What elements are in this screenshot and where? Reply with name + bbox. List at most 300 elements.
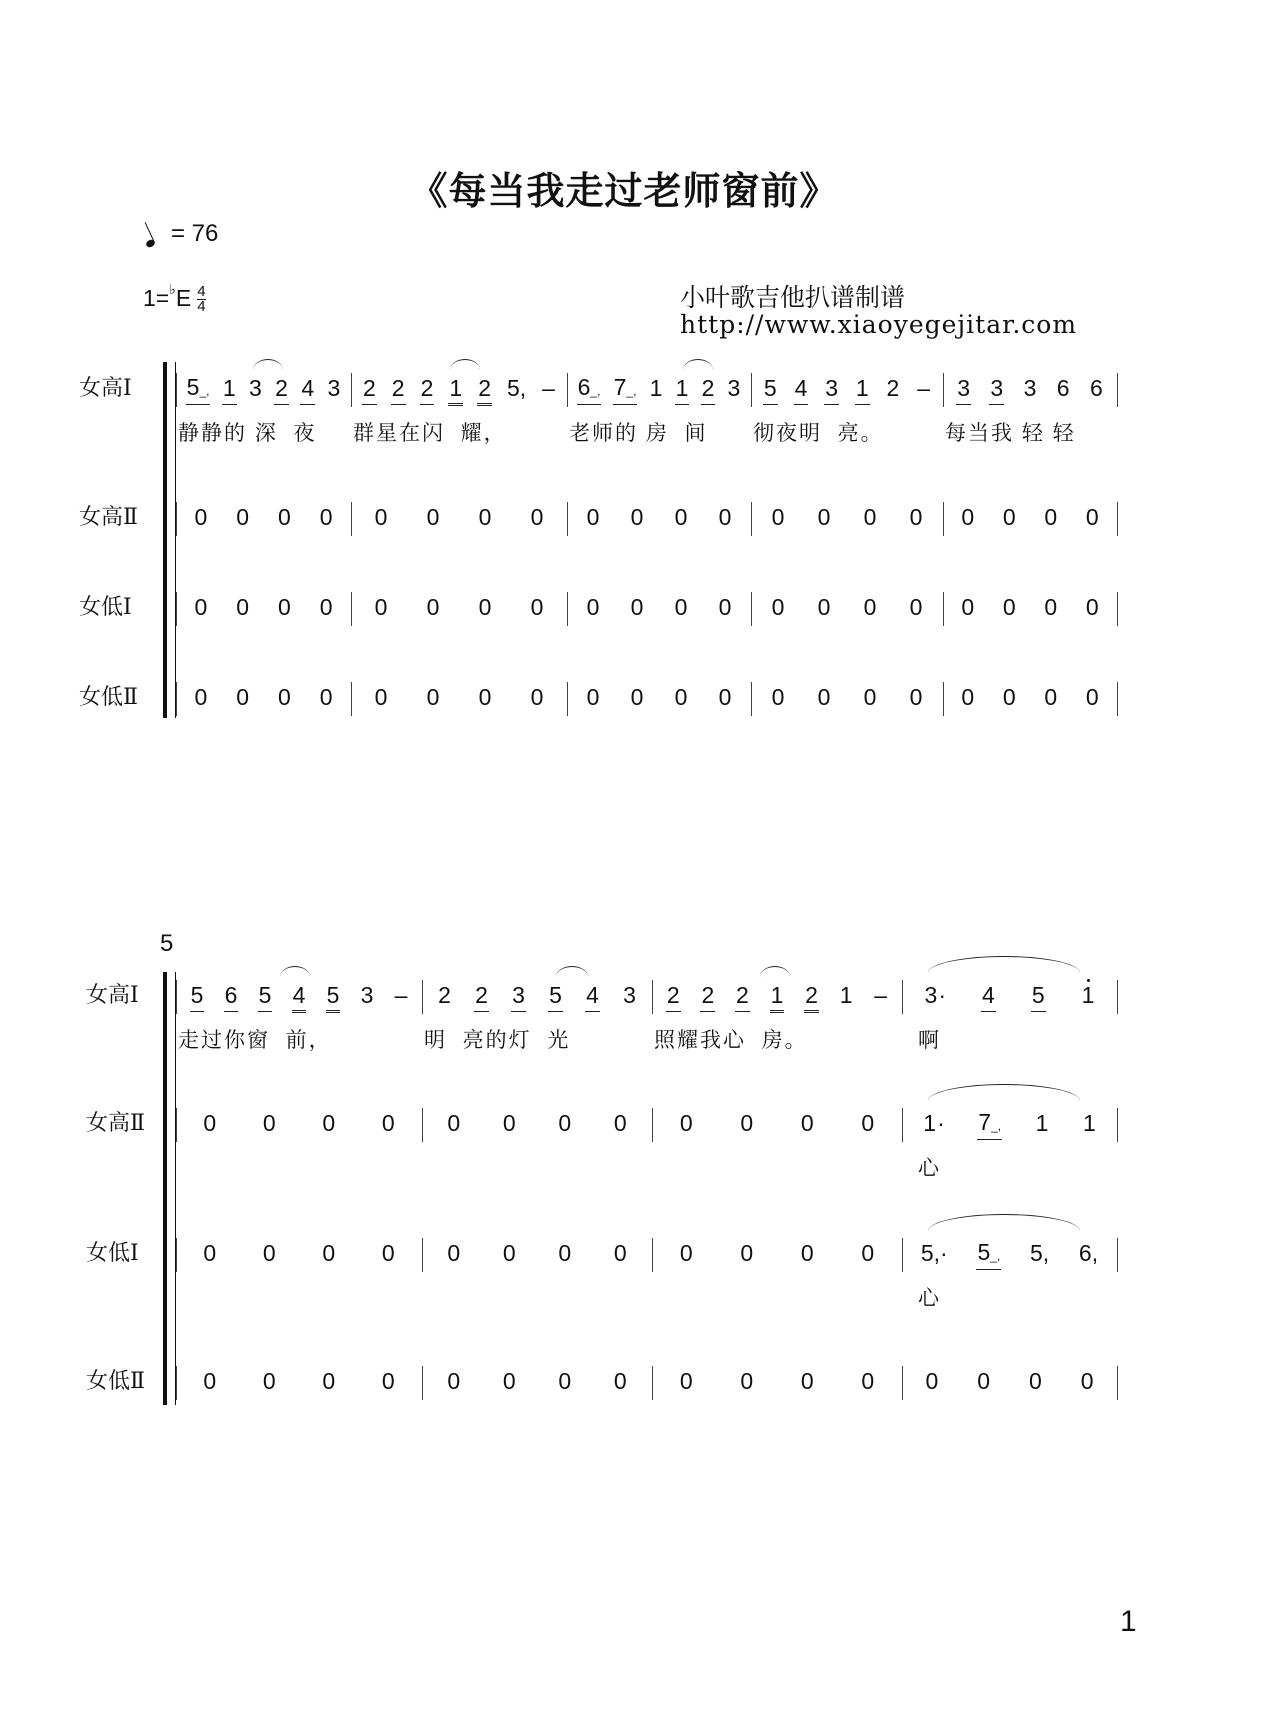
note [860, 1240, 875, 1267]
note-digit: 0 [322, 1368, 336, 1394]
barline [943, 682, 944, 716]
note-digit: 1 [1081, 982, 1095, 1008]
tempo-marking [146, 220, 218, 248]
note: 5_, [976, 1240, 1001, 1270]
page-number: 1 [1120, 1605, 1137, 1638]
measure [355, 594, 563, 621]
note-digit: 0 [319, 504, 333, 530]
note [326, 982, 341, 1013]
note-digit: 2 [438, 982, 451, 1008]
barline [902, 980, 903, 1014]
note-digit: 0 [771, 594, 785, 620]
measure [355, 375, 563, 406]
note-digit: 3 [727, 375, 741, 401]
note [426, 594, 441, 621]
time-top: 4 [197, 283, 206, 301]
note [557, 1368, 572, 1395]
note [981, 982, 996, 1012]
credit: 小叶歌吉他扒谱制谱 [680, 284, 906, 312]
measure [180, 1368, 418, 1395]
note-digit: 5 [763, 375, 778, 405]
measure [355, 504, 563, 531]
note [1028, 1368, 1043, 1395]
note [374, 504, 389, 531]
note [1002, 594, 1017, 621]
note-digit: 0 [586, 684, 600, 710]
note [262, 1110, 277, 1137]
note-digit: 5 [258, 982, 273, 1012]
note [360, 982, 375, 1009]
note [739, 1110, 754, 1137]
note-digit: 0 [478, 684, 492, 710]
note-digit: 0 [718, 594, 732, 620]
note [863, 684, 878, 711]
note-digit: 0 [1085, 594, 1099, 620]
measure [947, 594, 1113, 621]
key-signature [143, 281, 206, 316]
barline [1117, 1238, 1118, 1272]
note-digit: 2 [735, 982, 750, 1012]
note [585, 982, 600, 1012]
note-digit: 0 [1044, 684, 1058, 710]
note: 5, [1029, 1240, 1050, 1266]
measure [947, 684, 1113, 711]
measure [426, 1368, 648, 1395]
note [262, 1368, 277, 1395]
barline [176, 1366, 177, 1400]
note-digit: 6 [1056, 375, 1070, 401]
note [530, 684, 545, 711]
note [924, 1368, 939, 1395]
note-digit: 2 [274, 375, 289, 405]
note-digit: 0 [771, 684, 785, 710]
barline [176, 1108, 177, 1142]
barline [422, 980, 423, 1014]
note [530, 594, 545, 621]
note-digit: 0 [718, 504, 732, 530]
note [679, 1368, 694, 1395]
note-digit: – [542, 375, 555, 401]
source-url[interactable]: http://www.xiaoyegejitar.com [680, 310, 1078, 339]
note-digit: 0 [961, 504, 975, 530]
measure [426, 982, 648, 1012]
note-digit: 0 [236, 504, 250, 530]
note-digit: 0 [194, 504, 208, 530]
note-digit: 0 [861, 1240, 875, 1266]
barline [751, 502, 752, 536]
barline [943, 373, 944, 407]
note [235, 504, 250, 531]
part-label: 女高Ⅰ [79, 376, 132, 401]
note [381, 1368, 396, 1395]
note-digit: 0 [426, 504, 440, 530]
note [860, 1368, 875, 1395]
measure [571, 504, 747, 531]
note-digit: 0 [478, 594, 492, 620]
barline [1117, 373, 1118, 407]
note-digit: 0 [1044, 504, 1058, 530]
note [674, 684, 689, 711]
note-digit: 0 [817, 504, 831, 530]
note-digit: 4 [981, 982, 996, 1012]
note [960, 684, 975, 711]
note-digit: 0 [863, 684, 877, 710]
note [1023, 375, 1038, 402]
note-digit: 0 [800, 1368, 814, 1394]
measure [906, 1240, 1113, 1271]
barline [351, 592, 352, 626]
note-digit: 2 [886, 375, 900, 401]
note [622, 982, 637, 1009]
note [909, 504, 924, 531]
measure [180, 375, 347, 405]
barline [176, 373, 177, 407]
note-digit: 3 [924, 982, 938, 1008]
measure-number: 5 [160, 930, 174, 957]
note [541, 375, 556, 402]
note [630, 594, 645, 621]
note-digit: 0 [319, 594, 333, 620]
note [1056, 375, 1071, 402]
note: 7_, [977, 1110, 1002, 1140]
measure [656, 1110, 898, 1137]
note-digit: 3 [327, 375, 341, 401]
note [258, 982, 273, 1012]
note-digit: 0 [863, 504, 877, 530]
part-label: 女低Ⅰ [86, 1241, 139, 1266]
measure [180, 684, 347, 711]
barline [1117, 682, 1118, 716]
system-bracket [163, 972, 177, 1405]
note-digit: 3 [989, 375, 1004, 405]
note [448, 375, 463, 406]
note [478, 684, 493, 711]
note [1082, 1110, 1097, 1137]
part-label: 女低Ⅰ [79, 595, 132, 620]
note [394, 982, 409, 1009]
measure [180, 1240, 418, 1267]
note: 5_, [186, 375, 211, 405]
note [960, 594, 975, 621]
note-digit: 0 [740, 1240, 754, 1266]
system-bracket [163, 362, 177, 718]
note [771, 594, 786, 621]
barline [351, 373, 352, 407]
note-digit: 0 [322, 1240, 336, 1266]
note [277, 594, 292, 621]
note-digit: 3 [249, 375, 262, 401]
note [362, 375, 377, 405]
note [922, 1110, 944, 1137]
barline [652, 1238, 653, 1272]
barline [902, 1108, 903, 1142]
barline [422, 1366, 423, 1400]
barline [176, 682, 177, 716]
note [727, 375, 742, 402]
lyric: 群星在闪 耀， [353, 422, 507, 445]
note-digit: 0 [262, 1240, 276, 1266]
note-digit: 0 [630, 504, 644, 530]
note [437, 982, 452, 1009]
note-digit: 3 [511, 982, 526, 1012]
note-digit: 3 [360, 982, 374, 1008]
note [391, 375, 406, 405]
slur [683, 359, 713, 370]
note [557, 1240, 572, 1267]
note-digit: 5 [1031, 982, 1046, 1012]
barline [751, 592, 752, 626]
note: 7_, [613, 375, 638, 405]
barline [943, 592, 944, 626]
note [718, 594, 733, 621]
note [763, 375, 778, 405]
note [1043, 684, 1058, 711]
note [873, 982, 888, 1009]
measure [426, 1110, 648, 1137]
note [262, 1240, 277, 1267]
note-digit: 3 [1023, 375, 1037, 401]
note [300, 375, 315, 405]
note-digit: – [917, 375, 930, 401]
note [1002, 504, 1017, 531]
note [855, 375, 870, 405]
measure [947, 504, 1113, 531]
note-digit: 2 [477, 375, 492, 406]
note-digit: 0 [262, 1110, 276, 1136]
barline [567, 682, 568, 716]
note-digit: 4 [794, 375, 809, 405]
note [530, 504, 545, 531]
note [839, 982, 854, 1009]
note [190, 982, 205, 1012]
note-digit: 0 [909, 504, 923, 530]
note [1081, 982, 1096, 1009]
barline [751, 682, 752, 716]
barline [567, 502, 568, 536]
note [989, 375, 1004, 405]
note [800, 1368, 815, 1395]
note [374, 684, 389, 711]
measure [906, 982, 1113, 1012]
measure [656, 1240, 898, 1267]
note [319, 684, 334, 711]
measure [755, 684, 939, 711]
note-digit: 0 [1028, 1368, 1042, 1394]
note [502, 1368, 517, 1395]
lyric: 走过你窗 前， [178, 1029, 332, 1052]
part-label: 女低Ⅱ [86, 1369, 145, 1394]
barline [652, 1366, 653, 1400]
note-digit: 0 [861, 1368, 875, 1394]
note-digit: 0 [262, 1368, 276, 1394]
slur [928, 1214, 1080, 1231]
note-digit: 2 [362, 375, 377, 405]
barline [422, 1238, 423, 1272]
note [800, 1240, 815, 1267]
barline [422, 1108, 423, 1142]
note-digit: 0 [277, 504, 291, 530]
measure [755, 594, 939, 621]
note-digit: 0 [502, 1240, 516, 1266]
note-digit: 0 [426, 594, 440, 620]
slur [760, 966, 790, 977]
barline [652, 1108, 653, 1142]
note [1085, 594, 1100, 621]
note-digit: 0 [740, 1368, 754, 1394]
flat-sign: ♭ [169, 281, 176, 297]
note-digit: 1 [649, 375, 663, 401]
note-digit: 6 [1089, 375, 1103, 401]
note [771, 684, 786, 711]
barline [1117, 502, 1118, 536]
note [1035, 1110, 1050, 1137]
note [613, 1110, 628, 1137]
note-digit: 1 [855, 375, 870, 405]
note [613, 1240, 628, 1267]
note-digit: 1 [770, 982, 785, 1013]
measure [426, 1240, 648, 1267]
note-digit: 0 [977, 1368, 991, 1394]
note-digit: 0 [381, 1368, 395, 1394]
note-digit: 0 [558, 1240, 572, 1266]
note [679, 1240, 694, 1267]
note-digit: 0 [447, 1240, 461, 1266]
measure [755, 375, 939, 405]
note [277, 504, 292, 531]
note-digit: 0 [236, 594, 250, 620]
note [924, 982, 946, 1009]
note-digit: 0 [586, 594, 600, 620]
lyric: 每当我 轻 轻 [945, 422, 1076, 445]
note-digit: 0 [800, 1240, 814, 1266]
note [248, 375, 263, 402]
note [630, 504, 645, 531]
note [478, 594, 493, 621]
note [202, 1110, 217, 1137]
barline [176, 502, 177, 536]
note [701, 375, 716, 405]
note-digit: 0 [613, 1368, 627, 1394]
note: 6_, [577, 375, 602, 405]
note [548, 982, 563, 1012]
note [502, 1110, 517, 1137]
note [916, 375, 931, 402]
note [235, 594, 250, 621]
note-digit: 5 [548, 982, 563, 1012]
note-digit: 0 [613, 1110, 627, 1136]
barline [176, 592, 177, 626]
note [770, 982, 785, 1013]
note-digit: 0 [381, 1240, 395, 1266]
note-digit: 0 [961, 594, 975, 620]
note [274, 375, 289, 405]
slur [450, 359, 480, 370]
note-digit: 2 [701, 375, 716, 405]
note-digit: 6 [224, 982, 239, 1012]
note-digit: 0 [1085, 504, 1099, 530]
note [909, 684, 924, 711]
note-digit: 1 [448, 375, 463, 406]
lyric: 彻夜明 亮。 [753, 422, 884, 445]
measure [947, 375, 1113, 405]
note-digit: 2 [474, 982, 489, 1012]
note [193, 504, 208, 531]
note [426, 684, 441, 711]
note [235, 684, 250, 711]
measure [180, 504, 347, 531]
note-digit: 3 [623, 982, 636, 1008]
note-digit: 0 [861, 1110, 875, 1136]
note-digit: 0 [1080, 1368, 1094, 1394]
note-digit: 0 [1085, 684, 1099, 710]
measure [906, 1368, 1113, 1395]
note [511, 982, 526, 1012]
note [739, 1368, 754, 1395]
lyric: 照耀我心 房。 [654, 1029, 808, 1052]
part-label: 女低Ⅱ [79, 685, 138, 710]
note [426, 504, 441, 531]
note [586, 684, 601, 711]
note-digit: 1 [1082, 1110, 1096, 1136]
barline [351, 502, 352, 536]
note-digit: 1 [1035, 1110, 1049, 1136]
note-digit: 4 [585, 982, 600, 1012]
lyric: 明 亮的灯 光 [424, 1029, 571, 1052]
note-digit: 0 [800, 1110, 814, 1136]
song-title: 《每当我走过老师窗前》 [409, 168, 839, 213]
augmentation-dot: · [937, 1110, 945, 1136]
lyric: 啊 [918, 1029, 941, 1052]
note-digit: 0 [530, 504, 544, 530]
note-digit: 0 [203, 1368, 217, 1394]
lyric: 心 [918, 1157, 941, 1180]
note: 6, [1078, 1240, 1099, 1266]
note-digit: 0 [322, 1110, 336, 1136]
key-prefix: 1= [143, 285, 170, 311]
note [478, 504, 493, 531]
note [739, 1240, 754, 1267]
note-digit: 3 [956, 375, 971, 405]
note-digit: 0 [817, 594, 831, 620]
note-digit: 5 [326, 982, 341, 1013]
barline [1117, 592, 1118, 626]
note-digit: 0 [502, 1110, 516, 1136]
note-digit: 0 [925, 1368, 939, 1394]
note [817, 684, 832, 711]
augmentation-dot: · [938, 982, 946, 1008]
note-digit: 0 [679, 1240, 693, 1266]
barline [751, 373, 752, 407]
note [649, 375, 664, 402]
barline [176, 1238, 177, 1272]
measure [656, 982, 898, 1013]
note [886, 375, 901, 402]
lyric: 老师的 房 间 [569, 422, 708, 445]
measure [355, 684, 563, 711]
note-digit: 1 [923, 1110, 937, 1136]
slur [253, 359, 283, 370]
note-digit: 3 [824, 375, 839, 405]
barline [176, 980, 177, 1014]
part-label: 女高Ⅰ [86, 983, 139, 1008]
note [679, 1110, 694, 1137]
note [666, 982, 681, 1012]
note-digit: 5 [190, 982, 205, 1012]
note-digit: 0 [674, 684, 688, 710]
part-label: 女高Ⅱ [86, 1111, 145, 1136]
note [277, 684, 292, 711]
note-digit: 0 [1002, 594, 1016, 620]
